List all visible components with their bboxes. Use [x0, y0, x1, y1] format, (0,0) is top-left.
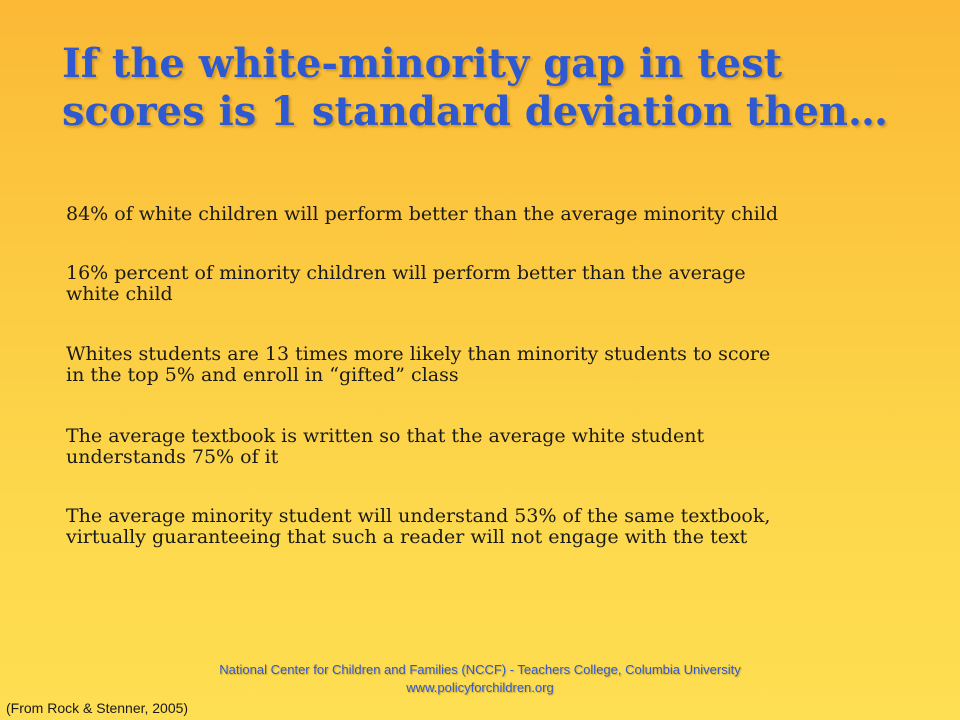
bullet-item-5	[66, 506, 926, 548]
citation: (From Rock & Stenner, 2005)	[6, 700, 189, 716]
slide-title-line-1: If the white-minority gap in test	[62, 40, 783, 87]
bullet-item-2	[66, 263, 926, 305]
slide-title	[62, 40, 942, 136]
bullet-2-line-2: white child	[66, 283, 173, 305]
bullet-3-line-2: in the top 5% and enroll in “gifted” class	[66, 364, 459, 386]
bullet-2-line-1: 16% percent of minority children will perform better than the average	[66, 262, 746, 284]
bullet-4-line-2: understands 75% of it	[66, 446, 279, 468]
footer-organization: National Center for Children and Families (NCCF) - Teachers College, Columbia University	[219, 662, 741, 677]
bullet-5-line-2: virtually guaranteeing that such a reader will not engage with the text	[66, 526, 748, 548]
footer-url: www.policyforchildren.org	[406, 680, 554, 695]
bullet-item-3	[66, 344, 926, 386]
slide-title-line-2: scores is 1 standard deviation then…	[62, 88, 888, 135]
bullet-3-line-1: Whites students are 13 times more likely than minority students to score	[66, 343, 771, 365]
bullet-1-line-1: 84% of white children will perform better than the average minority child	[66, 203, 779, 225]
bullet-item-4	[66, 426, 926, 468]
bullet-item-1	[66, 204, 926, 225]
bullet-4-line-1: The average textbook is written so that the average white student	[66, 425, 705, 447]
bullet-5-line-1: The average minority student will understand 53% of the same textbook,	[66, 505, 771, 527]
